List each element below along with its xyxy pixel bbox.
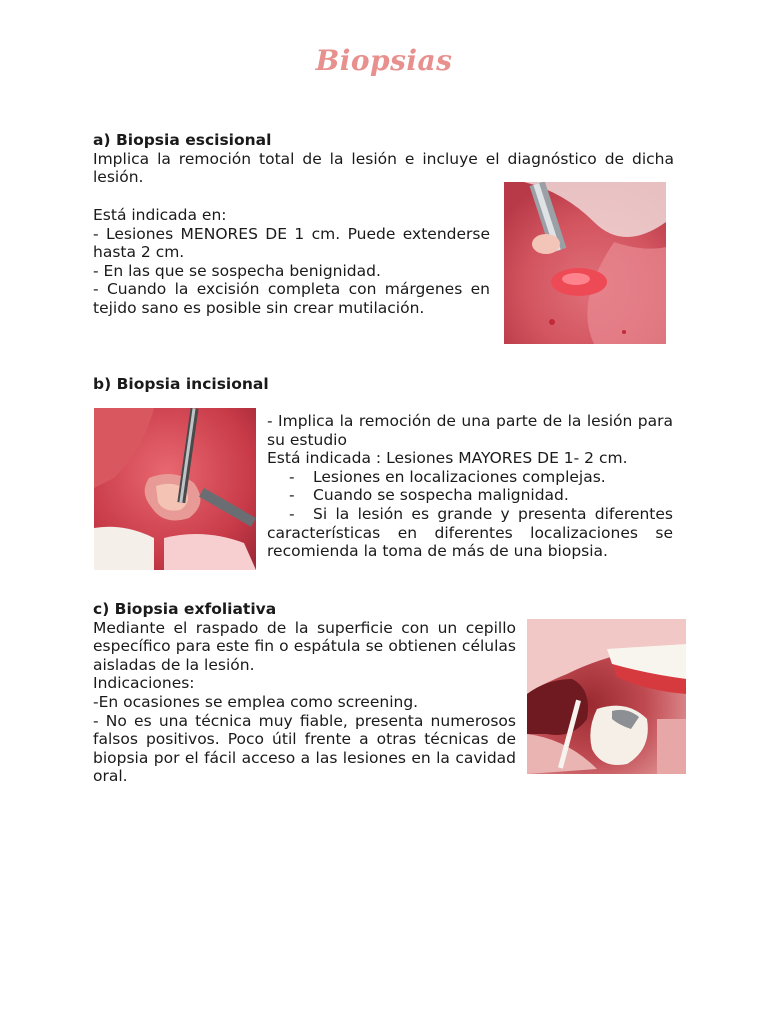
section-c-indications-label: Indicaciones: (93, 674, 195, 693)
section-a-item: - Lesiones MENORES DE 1 cm. Puede extenderse hasta 2 cm. (93, 224, 490, 262)
section-a-item: - En las que se sospecha benignidad. (93, 261, 381, 280)
section-c-item: - No es una técnica muy fiable, presenta numerosos falsos positivos. Poco útil frente a otras técnicas de biopsia por el fácil acceso a las lesiones en la cavidad oral. (93, 711, 516, 786)
section-a (93, 131, 674, 187)
section-b-item: - Lesiones en localizaciones complejas. (289, 467, 606, 486)
section-c-item: -En ocasiones se emplea como screening. (93, 692, 419, 711)
section-a-heading: a) Biopsia escisional (93, 131, 272, 149)
section-b-heading: b) Biopsia incisional (93, 375, 269, 393)
section-c-intro: Mediante el raspado de la superficie con un cepillo específico para este fin o espátula se obtienen células aisladas de la lesión. (93, 618, 516, 674)
section-b-item: - Si la lesión es grande y presenta diferentes características en diferentes localizaciones se recomienda la toma de más de una biopsia. (267, 504, 673, 561)
section-a-indicated-label: Está indicada en: (93, 206, 227, 224)
bullet-dash: - (289, 467, 295, 486)
section-c-heading: c) Biopsia exfoliativa (93, 600, 277, 618)
page-title: Biopsias (315, 44, 453, 77)
bullet-dash: - (289, 504, 295, 523)
section-a-intro: Implica la remoción total de la lesión e incluye el diagnóstico de dicha lesión. (93, 149, 674, 187)
bullet-dash: - (289, 486, 295, 505)
section-b-intro: - Implica la remoción de una parte de la lesión para su estudio (267, 412, 673, 449)
section-a-item: - Cuando la excisión completa con márgenes en tejido sano es posible sin crear mutilación. (93, 280, 490, 317)
section-b-indicated-label: Está indicada : Lesiones MAYORES DE 1- 2 cm. (267, 449, 628, 468)
incisional-biopsy-photo (94, 408, 256, 570)
section-a-indications (93, 206, 490, 318)
excisional-biopsy-photo (504, 182, 666, 344)
section-b-item: - Cuando se sospecha malignidad. (289, 486, 569, 505)
section-c (93, 600, 516, 786)
section-b-body (267, 412, 673, 561)
exfoliative-biopsy-photo (527, 619, 686, 774)
